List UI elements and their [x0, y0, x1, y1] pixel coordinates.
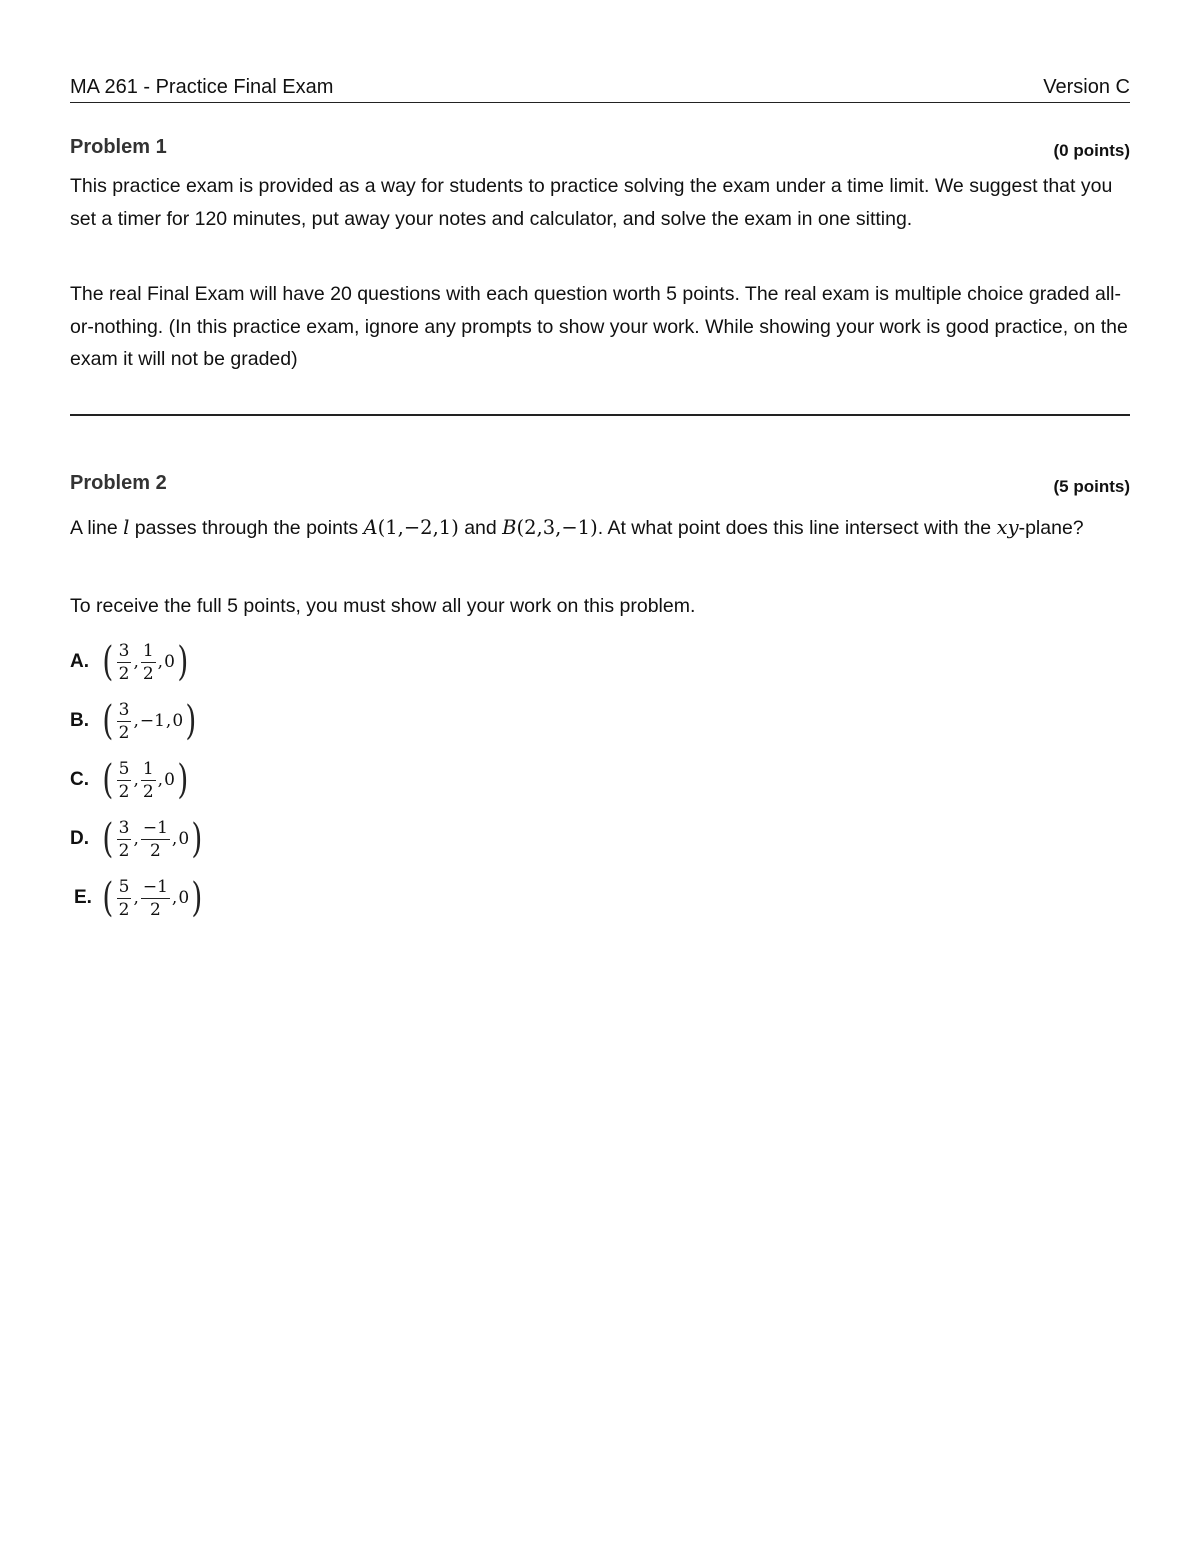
choice-a-label: A.: [70, 651, 89, 672]
choice-e[interactable]: [70, 870, 205, 926]
problem-2-points: (5 points): [1053, 477, 1130, 496]
choice-c-math: ( $\frac{5}{2}$ , $\frac{1}{2}$ , 0 ): [102, 757, 189, 803]
math-xy: xy: [996, 516, 1019, 539]
problem-1-paragraph-2: The real Final Exam will have 20 questions with each question worth 5 points. The real exam is multiple choice graded all-or-nothing. (In this practice exam, ignore any prompts to show your work. While showing your work is good practice, on the exam it will not be graded): [70, 283, 1128, 370]
choice-d-label: D.: [70, 828, 89, 849]
math-variable-l: l: [123, 516, 130, 539]
question-text: . At what point does this line intersect with the: [597, 517, 997, 539]
math-point-b-coords: (2,3,−1): [516, 516, 598, 539]
question-text: and: [458, 517, 503, 539]
problem-2-question: [70, 512, 1130, 545]
math-point-a-coords: (1,−2,1): [377, 516, 459, 539]
section-divider: [70, 414, 1130, 416]
math-point-b: B: [502, 516, 517, 539]
choice-a-math: ( $\frac{3}{2}$ , $\frac{1}{2}$ , 0 ): [102, 639, 189, 685]
choice-d-math: ( $\frac{3}{2}$ , $\frac{-1}{2}$ , 0 ): [102, 816, 203, 862]
problem-1-points: (0 points): [1053, 141, 1130, 160]
choice-c-label: C.: [70, 769, 89, 790]
choice-c[interactable]: [70, 752, 191, 808]
choice-d[interactable]: [70, 811, 205, 867]
page-header: [70, 72, 1130, 103]
problem-2-instruction: To receive the full 5 points, you must show all your work on this problem.: [70, 595, 696, 617]
problem-1-title: Problem 1: [70, 136, 167, 158]
problem-1-paragraph-1: This practice exam is provided as a way for students to practice solving the exam under a time limit. We suggest that you set a timer for 120 minutes, put away your notes and calculator, and solve the exam in one sitting.: [70, 175, 1113, 230]
problem-2-title: Problem 2: [70, 472, 167, 494]
exam-version: Version C: [1043, 76, 1130, 98]
choice-b-math: ( $\frac{3}{2}$ , −1 , 0 ): [102, 698, 197, 744]
question-text: passes through the points: [129, 517, 364, 539]
math-point-a: A: [363, 516, 378, 539]
choice-e-label: E.: [74, 887, 92, 908]
choice-a[interactable]: [70, 634, 191, 690]
problem-1-header: [70, 136, 1130, 166]
choice-e-math: ( $\frac{5}{2}$ , $\frac{-1}{2}$ , 0 ): [102, 875, 203, 921]
choice-b[interactable]: [70, 693, 199, 749]
question-text: -plane?: [1018, 517, 1084, 539]
problem-2-header: [70, 472, 1130, 502]
course-title: MA 261 - Practice Final Exam: [70, 76, 334, 98]
choice-b-label: B.: [70, 710, 89, 731]
question-text: A line: [70, 517, 124, 539]
